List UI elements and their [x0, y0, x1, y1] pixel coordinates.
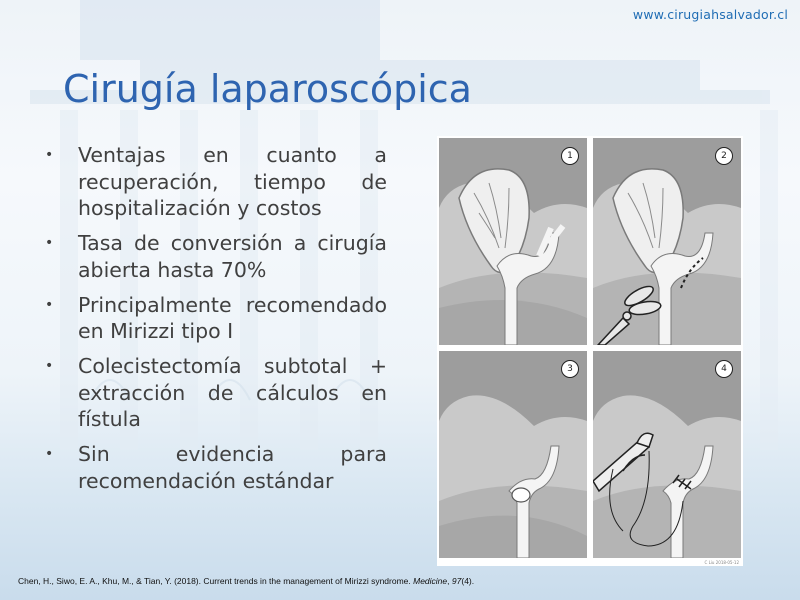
- bullet-dot-icon: •: [45, 446, 54, 462]
- bullet-text: Ventajas en cuanto a recuperación, tiempo de hospitalización y costos: [78, 143, 387, 220]
- citation-journal: Medicine: [413, 576, 448, 586]
- bullet-item: [40, 142, 387, 222]
- bullet-dot-icon: •: [45, 296, 54, 313]
- bullet-text: Principalmente recomendado en Mirizzi tipo I: [78, 292, 387, 343]
- panel-number-badge: 2: [715, 147, 733, 165]
- bullet-item: [40, 292, 387, 345]
- bullet-item: [40, 230, 387, 283]
- bullet-item: [40, 441, 387, 494]
- bullet-dot-icon: •: [45, 147, 54, 163]
- panel-number-badge: 4: [715, 360, 733, 378]
- bullet-text: Tasa de conversión a cirugía abierta hasta 70%: [78, 231, 387, 282]
- illustration-panel-2: [593, 138, 741, 345]
- panel-number-badge: 1: [561, 147, 579, 165]
- citation-volume: 97: [451, 576, 462, 586]
- bullet-dot-icon: •: [45, 235, 54, 251]
- illustration-panel-4: [593, 351, 741, 558]
- citation-issue: (4).: [461, 576, 475, 586]
- bullet-text: Colecistectomía subtotal + extracción de cálculos en fístula: [78, 354, 387, 431]
- surgical-illustration-figure: [437, 136, 743, 566]
- panel-number-badge: 3: [561, 360, 579, 378]
- bullet-list: [40, 142, 387, 503]
- illustration-panel-1: [439, 138, 587, 345]
- website-url[interactable]: www.cirugiahsalvador.cl: [632, 7, 788, 22]
- bullet-item: [40, 353, 387, 433]
- slide-title: Cirugía laparoscópica: [63, 67, 472, 111]
- citation-authors: Chen, H., Siwo, E. A., Khu, M., & Tian, Y. (2018). Current trends in the management of Mirizzi syndrome.: [18, 576, 414, 586]
- illustration-panel-3: [439, 351, 587, 558]
- bullet-text: Sin evidencia para recomendación estándar: [78, 442, 387, 493]
- figure-code-label: C Liu 2018-05-12: [704, 560, 739, 565]
- citation: Chen, H., Siwo, E. A., Khu, M., & Tian, Y. (2018). Current trends in the management of Mirizzi syndrome. Medicine, 97(4).: [18, 576, 475, 586]
- bullet-dot-icon: •: [45, 358, 54, 374]
